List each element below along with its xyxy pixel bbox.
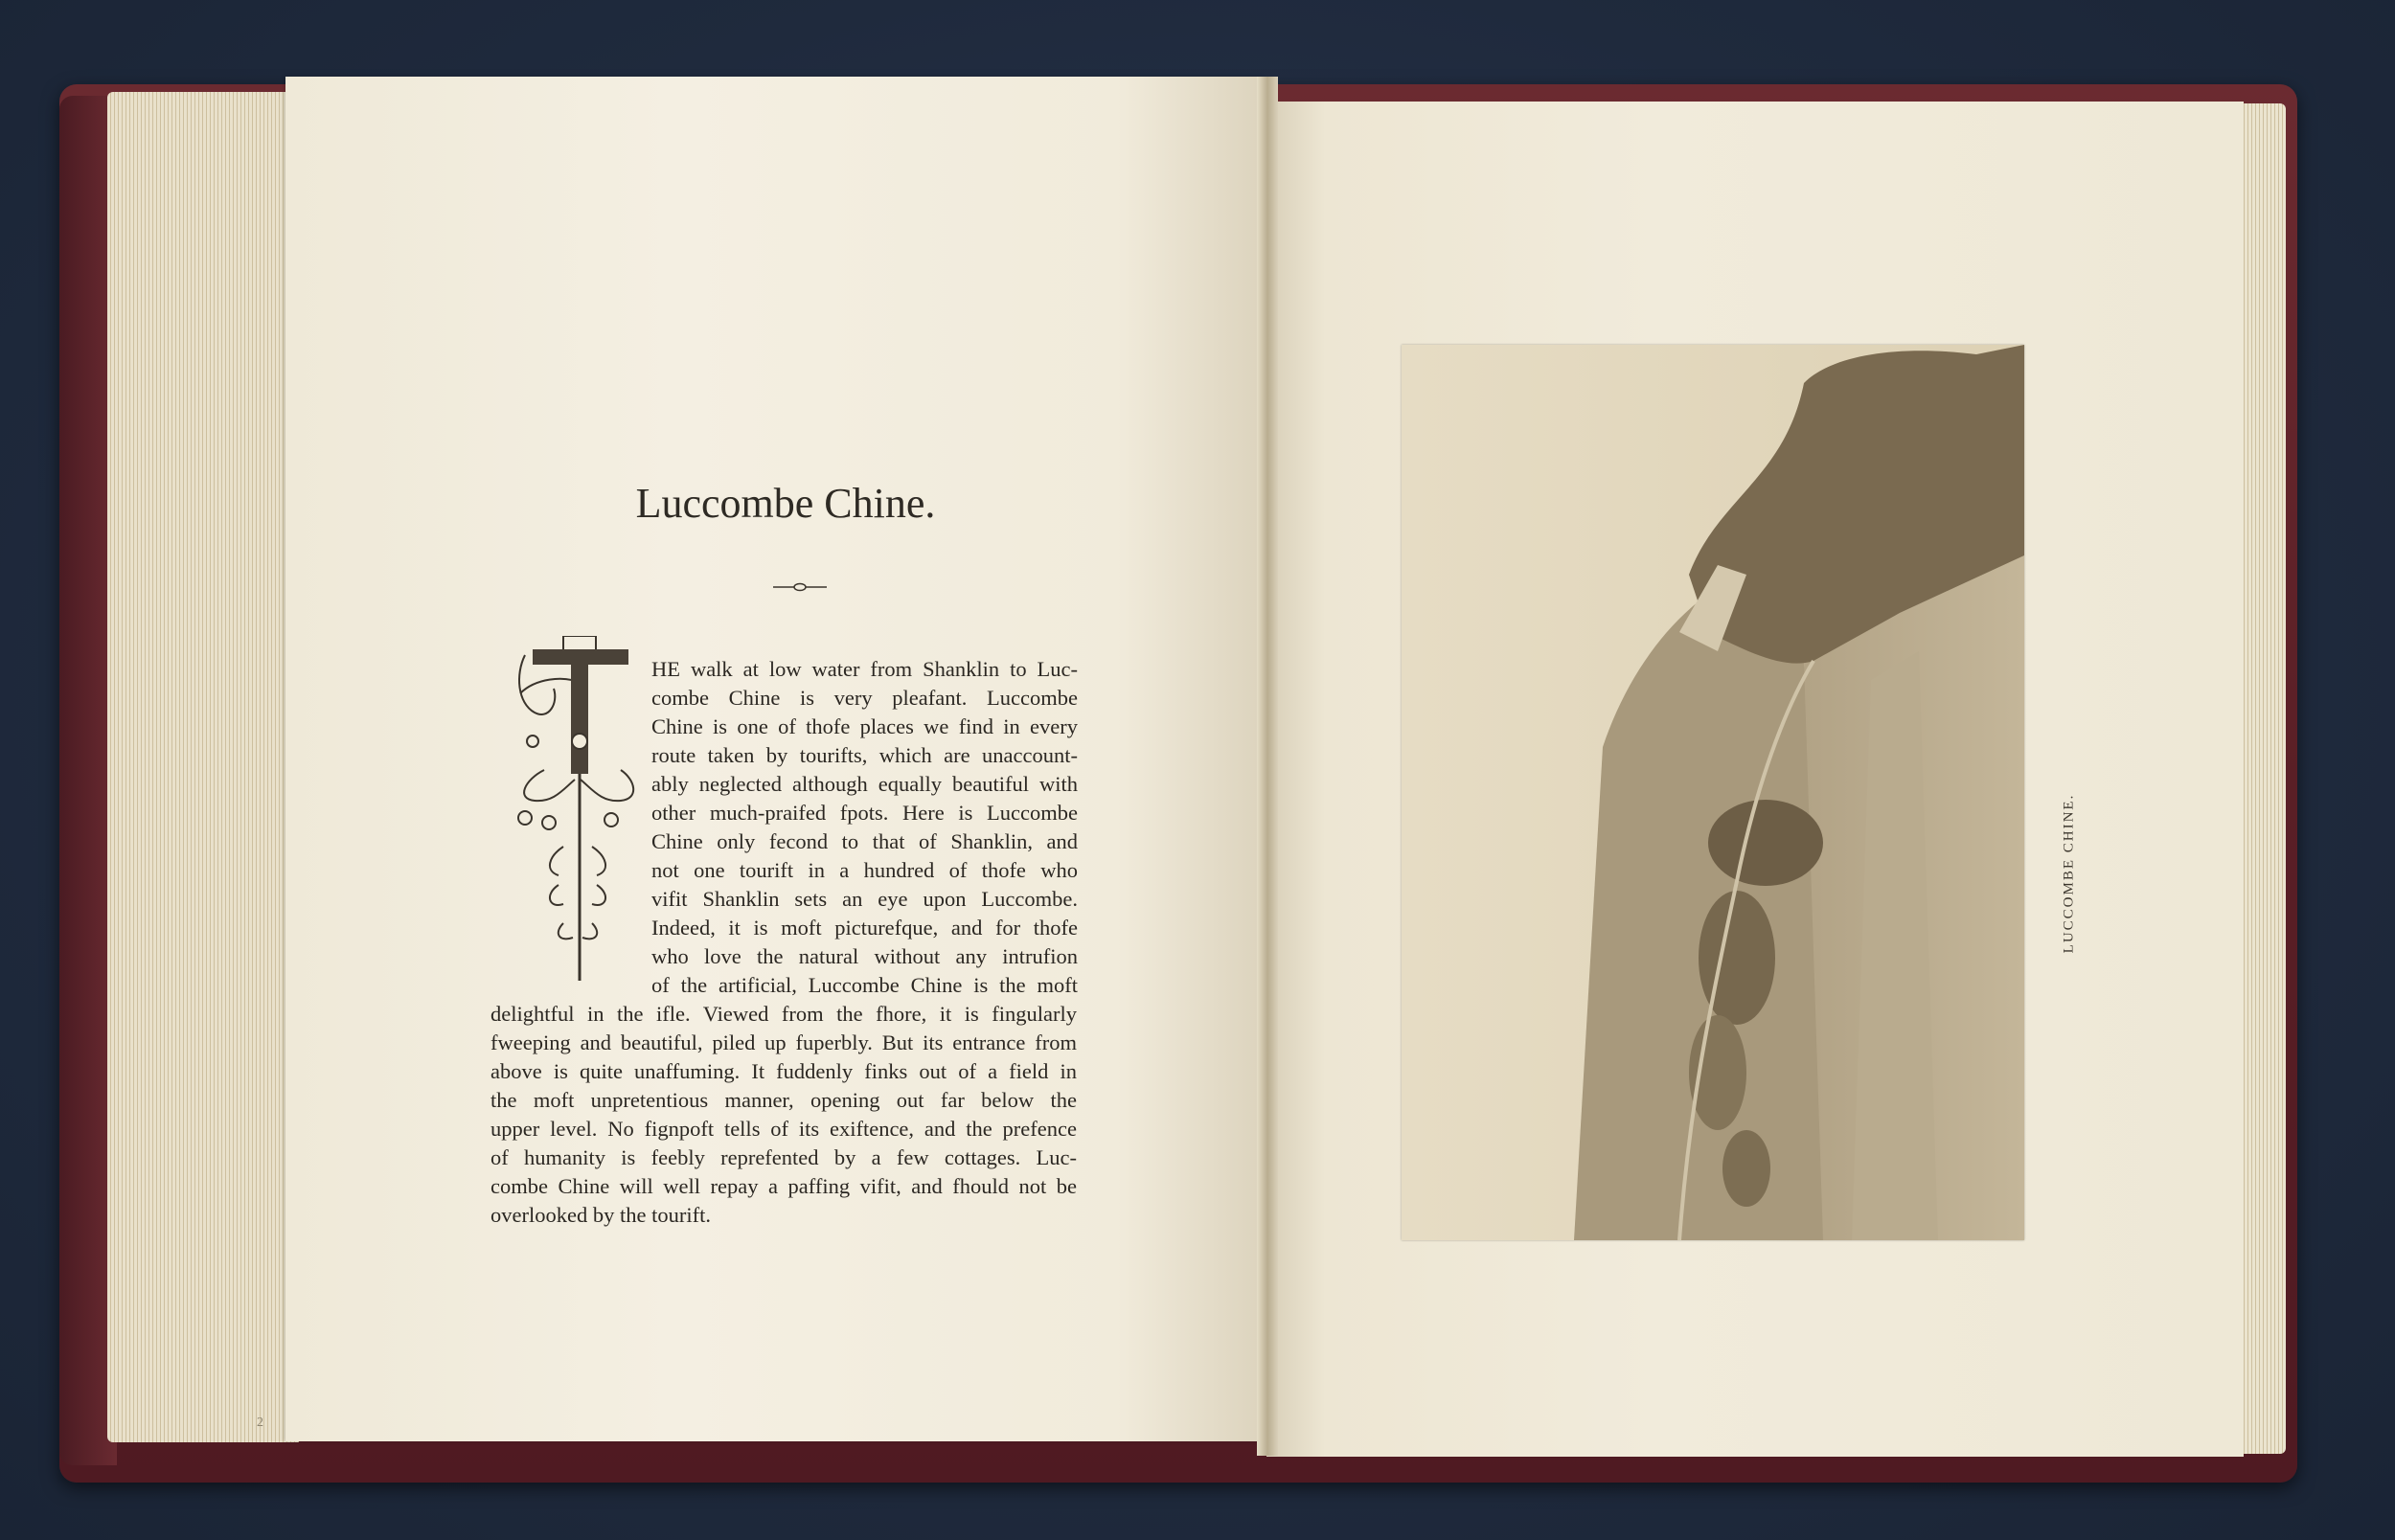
page-stack-left xyxy=(107,92,299,1442)
text-line: Chine is one of thofe places we find in every xyxy=(651,714,1078,738)
paragraph-indented xyxy=(651,655,1078,1000)
book-gutter xyxy=(1257,77,1278,1456)
decorated-initial-letter xyxy=(506,636,645,990)
pencil-page-mark: 2 xyxy=(257,1415,263,1430)
text-line: above is quite unaffuming. It fuddenly finks out of a field in xyxy=(490,1059,1077,1083)
text-line: combe Chine is very pleafant. Luccombe xyxy=(651,686,1078,710)
text-line: not one tourift in a hundred of thofe who xyxy=(651,858,1078,882)
text-line: other much-praifed fpots. Here is Luccombe xyxy=(651,801,1078,825)
text-line: route taken by tourifts, which are unaccount- xyxy=(651,743,1078,767)
text-line: overlooked by the tourift. xyxy=(490,1203,711,1227)
text-line: of the artificial, Luccombe Chine is the moft xyxy=(651,973,1078,997)
text-line: HE walk at low water from Shanklin to Luc- xyxy=(651,657,1078,681)
text-line: combe Chine will well repay a paffing vifit, and fhould not be xyxy=(490,1174,1077,1198)
text-line: delightful in the ifle. Viewed from the fhore, it is fingularly xyxy=(490,1002,1077,1026)
text-line: Indeed, it is moft picturefque, and for thofe xyxy=(651,916,1078,940)
text-line: ably neglected although equally beautiful with xyxy=(651,772,1078,796)
text-line: who love the natural without any intrufion xyxy=(651,944,1078,968)
ornament-divider xyxy=(771,581,829,593)
text-line: of humanity is feebly reprefented by a few cottages. Luc- xyxy=(490,1145,1077,1169)
text-line: vifit Shanklin sets an eye upon Luccombe. xyxy=(651,887,1078,911)
paragraph-full-width xyxy=(490,1000,1077,1230)
text-line: the moft unpretentious manner, opening out far below the xyxy=(490,1088,1077,1112)
chapter-title: Luccombe Chine. xyxy=(635,480,936,527)
text-line: Chine only fecond to that of Shanklin, and xyxy=(651,829,1078,853)
landscape-photograph xyxy=(1402,345,2024,1240)
photo-caption xyxy=(2061,793,2077,954)
text-line: fweeping and beautiful, piled up fuperbly. But its entrance from xyxy=(490,1030,1077,1054)
text-line: upper level. No fignpoft tells of its exiftence, and the prefence xyxy=(490,1117,1077,1141)
caption-text: LUCCOMBE CHINE. xyxy=(2061,793,2077,954)
